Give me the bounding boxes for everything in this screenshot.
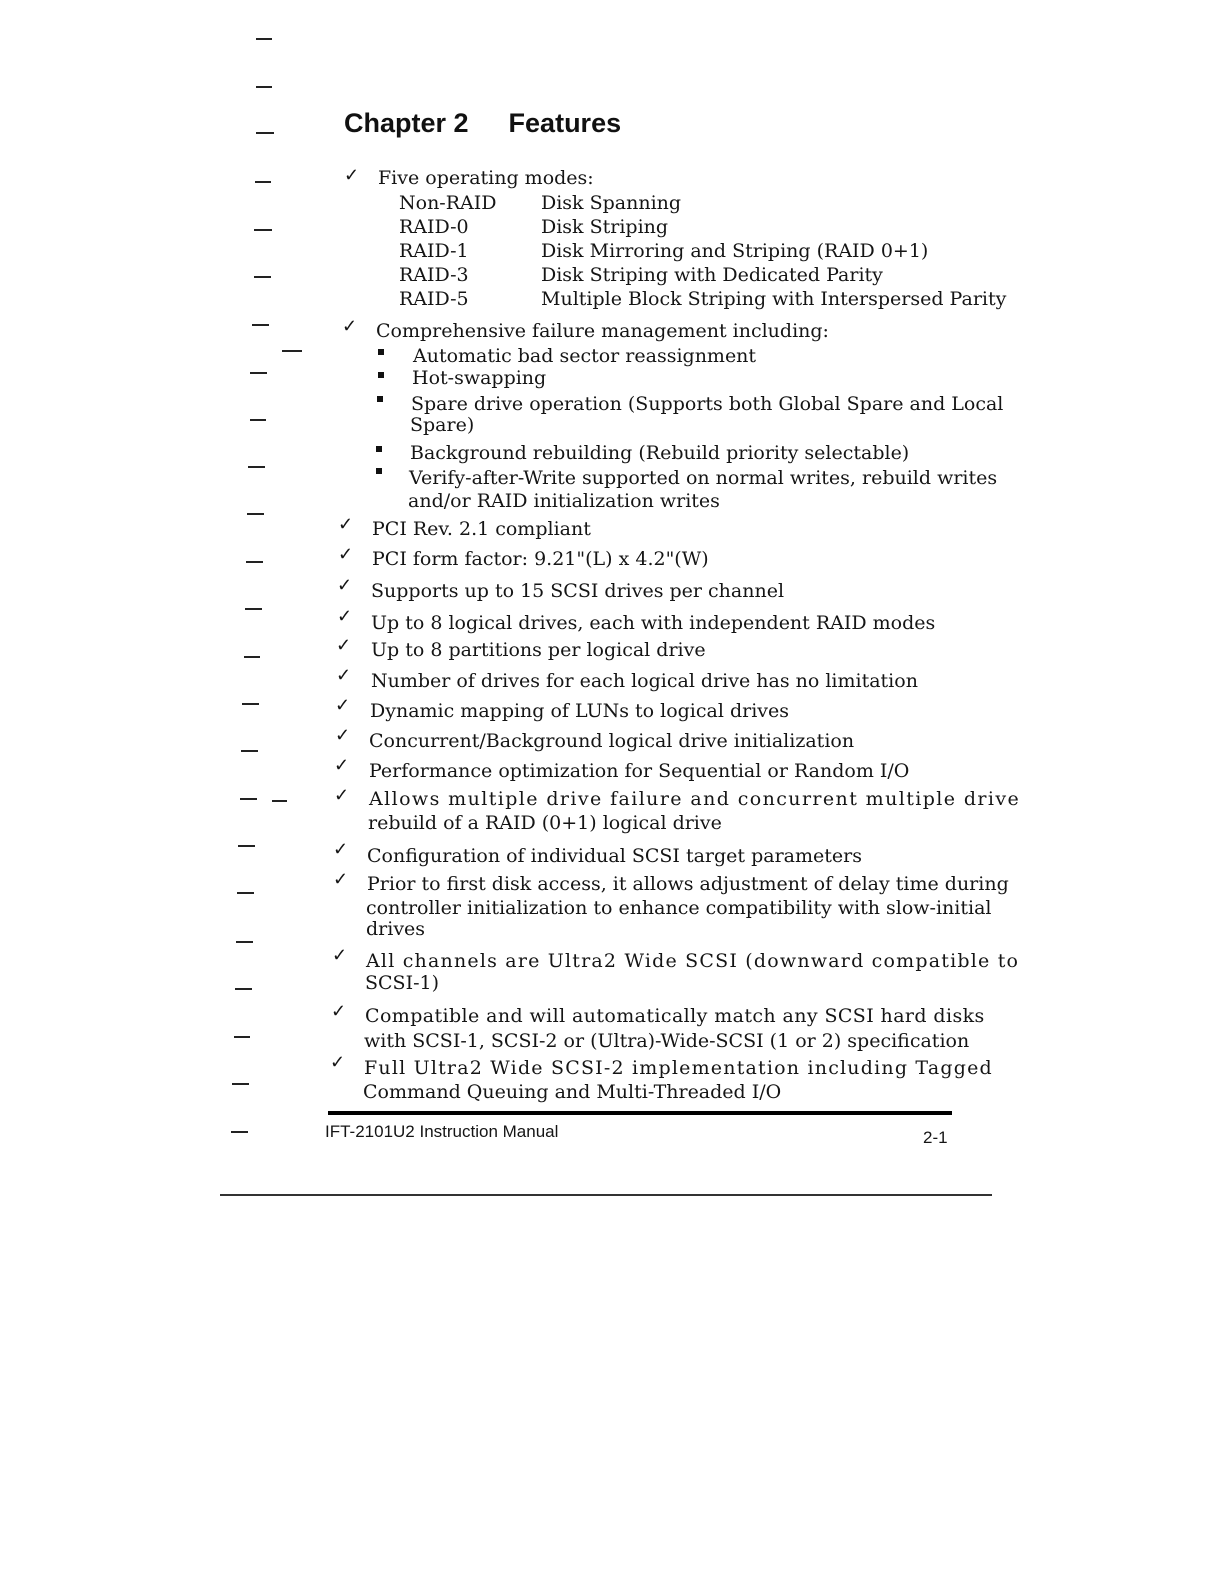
feature-item-continuation: with SCSI-1, SCSI-2 or (Ultra)-Wide-SCSI (1 or 2) specification — [364, 1030, 970, 1052]
bullet-icon — [376, 468, 382, 474]
margin-tick — [242, 703, 259, 705]
operating-modes-table — [399, 191, 1006, 311]
chapter-title: Features — [508, 108, 622, 138]
margin-tick — [252, 324, 269, 326]
feature-item: All channels are Ultra2 Wide SCSI (downward compatible to — [366, 950, 1020, 972]
chapter-heading — [344, 108, 621, 139]
feature-item: Supports up to 15 SCSI drives per channel — [371, 580, 785, 602]
failure-item: Automatic bad sector reassignment — [413, 345, 757, 367]
margin-tick — [256, 132, 274, 134]
check-mark-icon: ✓ — [334, 755, 350, 776]
margin-tick — [244, 656, 260, 658]
mode-row — [399, 215, 1006, 239]
margin-tick — [272, 800, 287, 802]
mode-description: Disk Spanning — [541, 192, 682, 214]
mode-row — [399, 263, 1006, 287]
feature-item: Full Ultra2 Wide SCSI-2 implementation including Tagged — [364, 1057, 993, 1079]
margin-tick — [237, 892, 254, 894]
margin-tick — [250, 372, 267, 374]
bullet-icon — [376, 446, 382, 452]
margin-tick — [255, 181, 271, 183]
feature-item: Up to 8 partitions per logical drive — [371, 639, 706, 661]
check-mark-icon: ✓ — [336, 635, 352, 656]
margin-tick — [232, 1083, 249, 1085]
mode-description: Disk Striping with Dedicated Parity — [541, 264, 883, 286]
check-mark-icon: ✓ — [338, 514, 354, 535]
margin-tick — [241, 750, 258, 752]
feature-item: PCI form factor: 9.21"(L) x 4.2"(W) — [372, 548, 709, 570]
footer-rule — [328, 1111, 952, 1115]
mode-row — [399, 239, 1006, 263]
feature-item: Concurrent/Background logical drive initialization — [369, 730, 855, 752]
mode-name: RAID-5 — [399, 288, 469, 310]
margin-tick — [248, 466, 265, 468]
feature-item: Number of drives for each logical drive has no limitation — [371, 670, 918, 692]
check-mark-icon: ✓ — [336, 665, 352, 686]
check-mark-icon: ✓ — [337, 575, 353, 596]
failure-intro: Comprehensive failure management including: — [376, 320, 829, 342]
check-mark-icon: ✓ — [334, 785, 350, 806]
feature-item-continuation: controller initialization to enhance compatibility with slow-initial — [366, 897, 992, 919]
failure-item-continuation: and/or RAID initialization writes — [408, 490, 720, 512]
feature-item: Configuration of individual SCSI target parameters — [367, 845, 862, 867]
check-mark-icon: ✓ — [335, 695, 351, 716]
margin-tick — [238, 845, 255, 847]
check-mark-icon: ✓ — [342, 316, 358, 337]
feature-item: Up to 8 logical drives, each with independent RAID modes — [371, 612, 936, 634]
check-mark-icon: ✓ — [331, 1001, 347, 1022]
footer-manual-title: IFT-2101U2 Instruction Manual — [325, 1122, 559, 1141]
feature-item: Dynamic mapping of LUNs to logical drives — [370, 700, 790, 722]
margin-tick — [246, 561, 263, 563]
failure-item: Background rebuilding (Rebuild priority selectable) — [410, 442, 910, 464]
mode-row — [399, 191, 1006, 215]
margin-tick — [247, 513, 264, 515]
feature-item: PCI Rev. 2.1 compliant — [372, 518, 591, 540]
failure-item: Verify-after-Write supported on normal writes, rebuild writes — [409, 467, 998, 489]
margin-tick — [231, 1131, 248, 1133]
margin-tick — [254, 276, 271, 278]
margin-tick — [245, 608, 262, 610]
margin-tick — [250, 419, 266, 421]
check-mark-icon: ✓ — [330, 1052, 346, 1073]
bullet-icon — [378, 349, 384, 355]
failure-item-continuation: Spare) — [410, 414, 475, 436]
mode-name: RAID-0 — [399, 216, 469, 238]
margin-tick — [254, 229, 272, 231]
mode-description: Disk Mirroring and Striping (RAID 0+1) — [541, 240, 929, 262]
feature-item: Compatible and will automatically match any SCSI hard disks — [365, 1005, 985, 1027]
margin-tick — [256, 86, 272, 88]
feature-item: Allows multiple drive failure and concurrent multiple drive — [369, 788, 1021, 810]
chapter-label: Chapter 2 — [344, 108, 469, 138]
check-mark-icon: ✓ — [333, 869, 349, 890]
check-mark-icon: ✓ — [333, 839, 349, 860]
margin-tick — [236, 941, 253, 943]
check-mark-icon: ✓ — [335, 725, 351, 746]
margin-tick — [282, 350, 302, 352]
margin-tick — [234, 1036, 250, 1038]
failure-item: Spare drive operation (Supports both Global Spare and Local — [411, 393, 1004, 415]
feature-item-continuation: SCSI-1) — [365, 972, 439, 994]
check-mark-icon: ✓ — [337, 606, 353, 627]
modes-intro: Five operating modes: — [378, 167, 594, 189]
mode-description: Multiple Block Striping with Interspersed Parity — [541, 288, 1007, 310]
feature-item: Prior to first disk access, it allows adjustment of delay time during — [367, 873, 1009, 895]
margin-tick — [235, 988, 252, 990]
mode-name: RAID-3 — [399, 264, 469, 286]
feature-item: Performance optimization for Sequential or Random I/O — [369, 760, 910, 782]
feature-item-continuation: rebuild of a RAID (0+1) logical drive — [368, 812, 722, 834]
check-mark-icon: ✓ — [332, 945, 348, 966]
feature-item-continuation: drives — [366, 918, 426, 940]
bullet-icon — [378, 372, 384, 378]
scan-edge-line — [220, 1194, 992, 1196]
mode-name: RAID-1 — [399, 240, 469, 262]
check-mark-icon: ✓ — [344, 165, 360, 186]
footer-page-number: 2-1 — [923, 1128, 948, 1147]
mode-description: Disk Striping — [541, 216, 669, 238]
mode-row — [399, 287, 1006, 311]
feature-item-continuation: Command Queuing and Multi-Threaded I/O — [363, 1081, 782, 1103]
bullet-icon — [377, 396, 383, 402]
check-mark-icon: ✓ — [338, 544, 354, 565]
margin-tick — [256, 38, 272, 40]
mode-name: Non-RAID — [399, 192, 497, 214]
failure-item: Hot-swapping — [412, 367, 547, 389]
margin-tick — [240, 798, 257, 800]
